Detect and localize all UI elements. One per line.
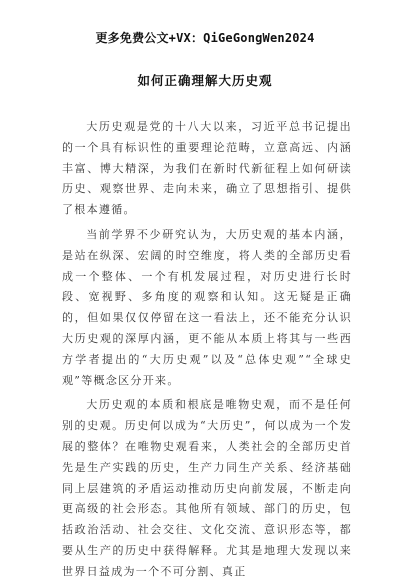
article-body [62,117,352,587]
paragraph: 大历史观是党的十八大以来，习近平总书记提出的一个具有标识性的重要理论范畴，立意高远、内涵丰富、博大精深，为我们在新时代新征程上如何研读历史、观察世界、走向未来，确立了思想指引、提供了根本遵循。 [62,120,352,217]
paragraph: 大历史观的本质和根底是唯物史观，而不是任何别的史观。历史何以成为“大历史”，何以成为一个发展的整体？在唯物史观看来，人类社会的全部历史首先是生产实践的历史，生产力同生产关系、经济基础同上层建筑的矛盾运动推动历史向前发展，不断走向更高级的社会形态。其他所有领域、部门的历史，包括政治活动、社会交往、文化交流、意识形态等，都要从生产的历史中获得解释。尤其是地理大发现以来世界日益成为一个不可分割、真正 [62,398,352,578]
promo-header: 更多免费公文+VX：QiGeGongWen2024 [95,31,315,45]
article-title: 如何正确理解大历史观 [137,73,273,88]
paragraph: 当前学界不少研究认为，大历史观的基本内涵，是站在纵深、宏阔的时空维度，将人类的全部历史看成一个整体、一个有机发展过程，对历史进行长时段、宽视野、多角度的观察和认知。这无疑是正确的，但如果仅仅停留在这一看法上，还不能充分认识大历史观的深厚内涵，更不能从本质上将其与一些西方学者提出的“大历史观”以及“总体史观”“全球史观”等概念区分开来。 [62,227,352,387]
